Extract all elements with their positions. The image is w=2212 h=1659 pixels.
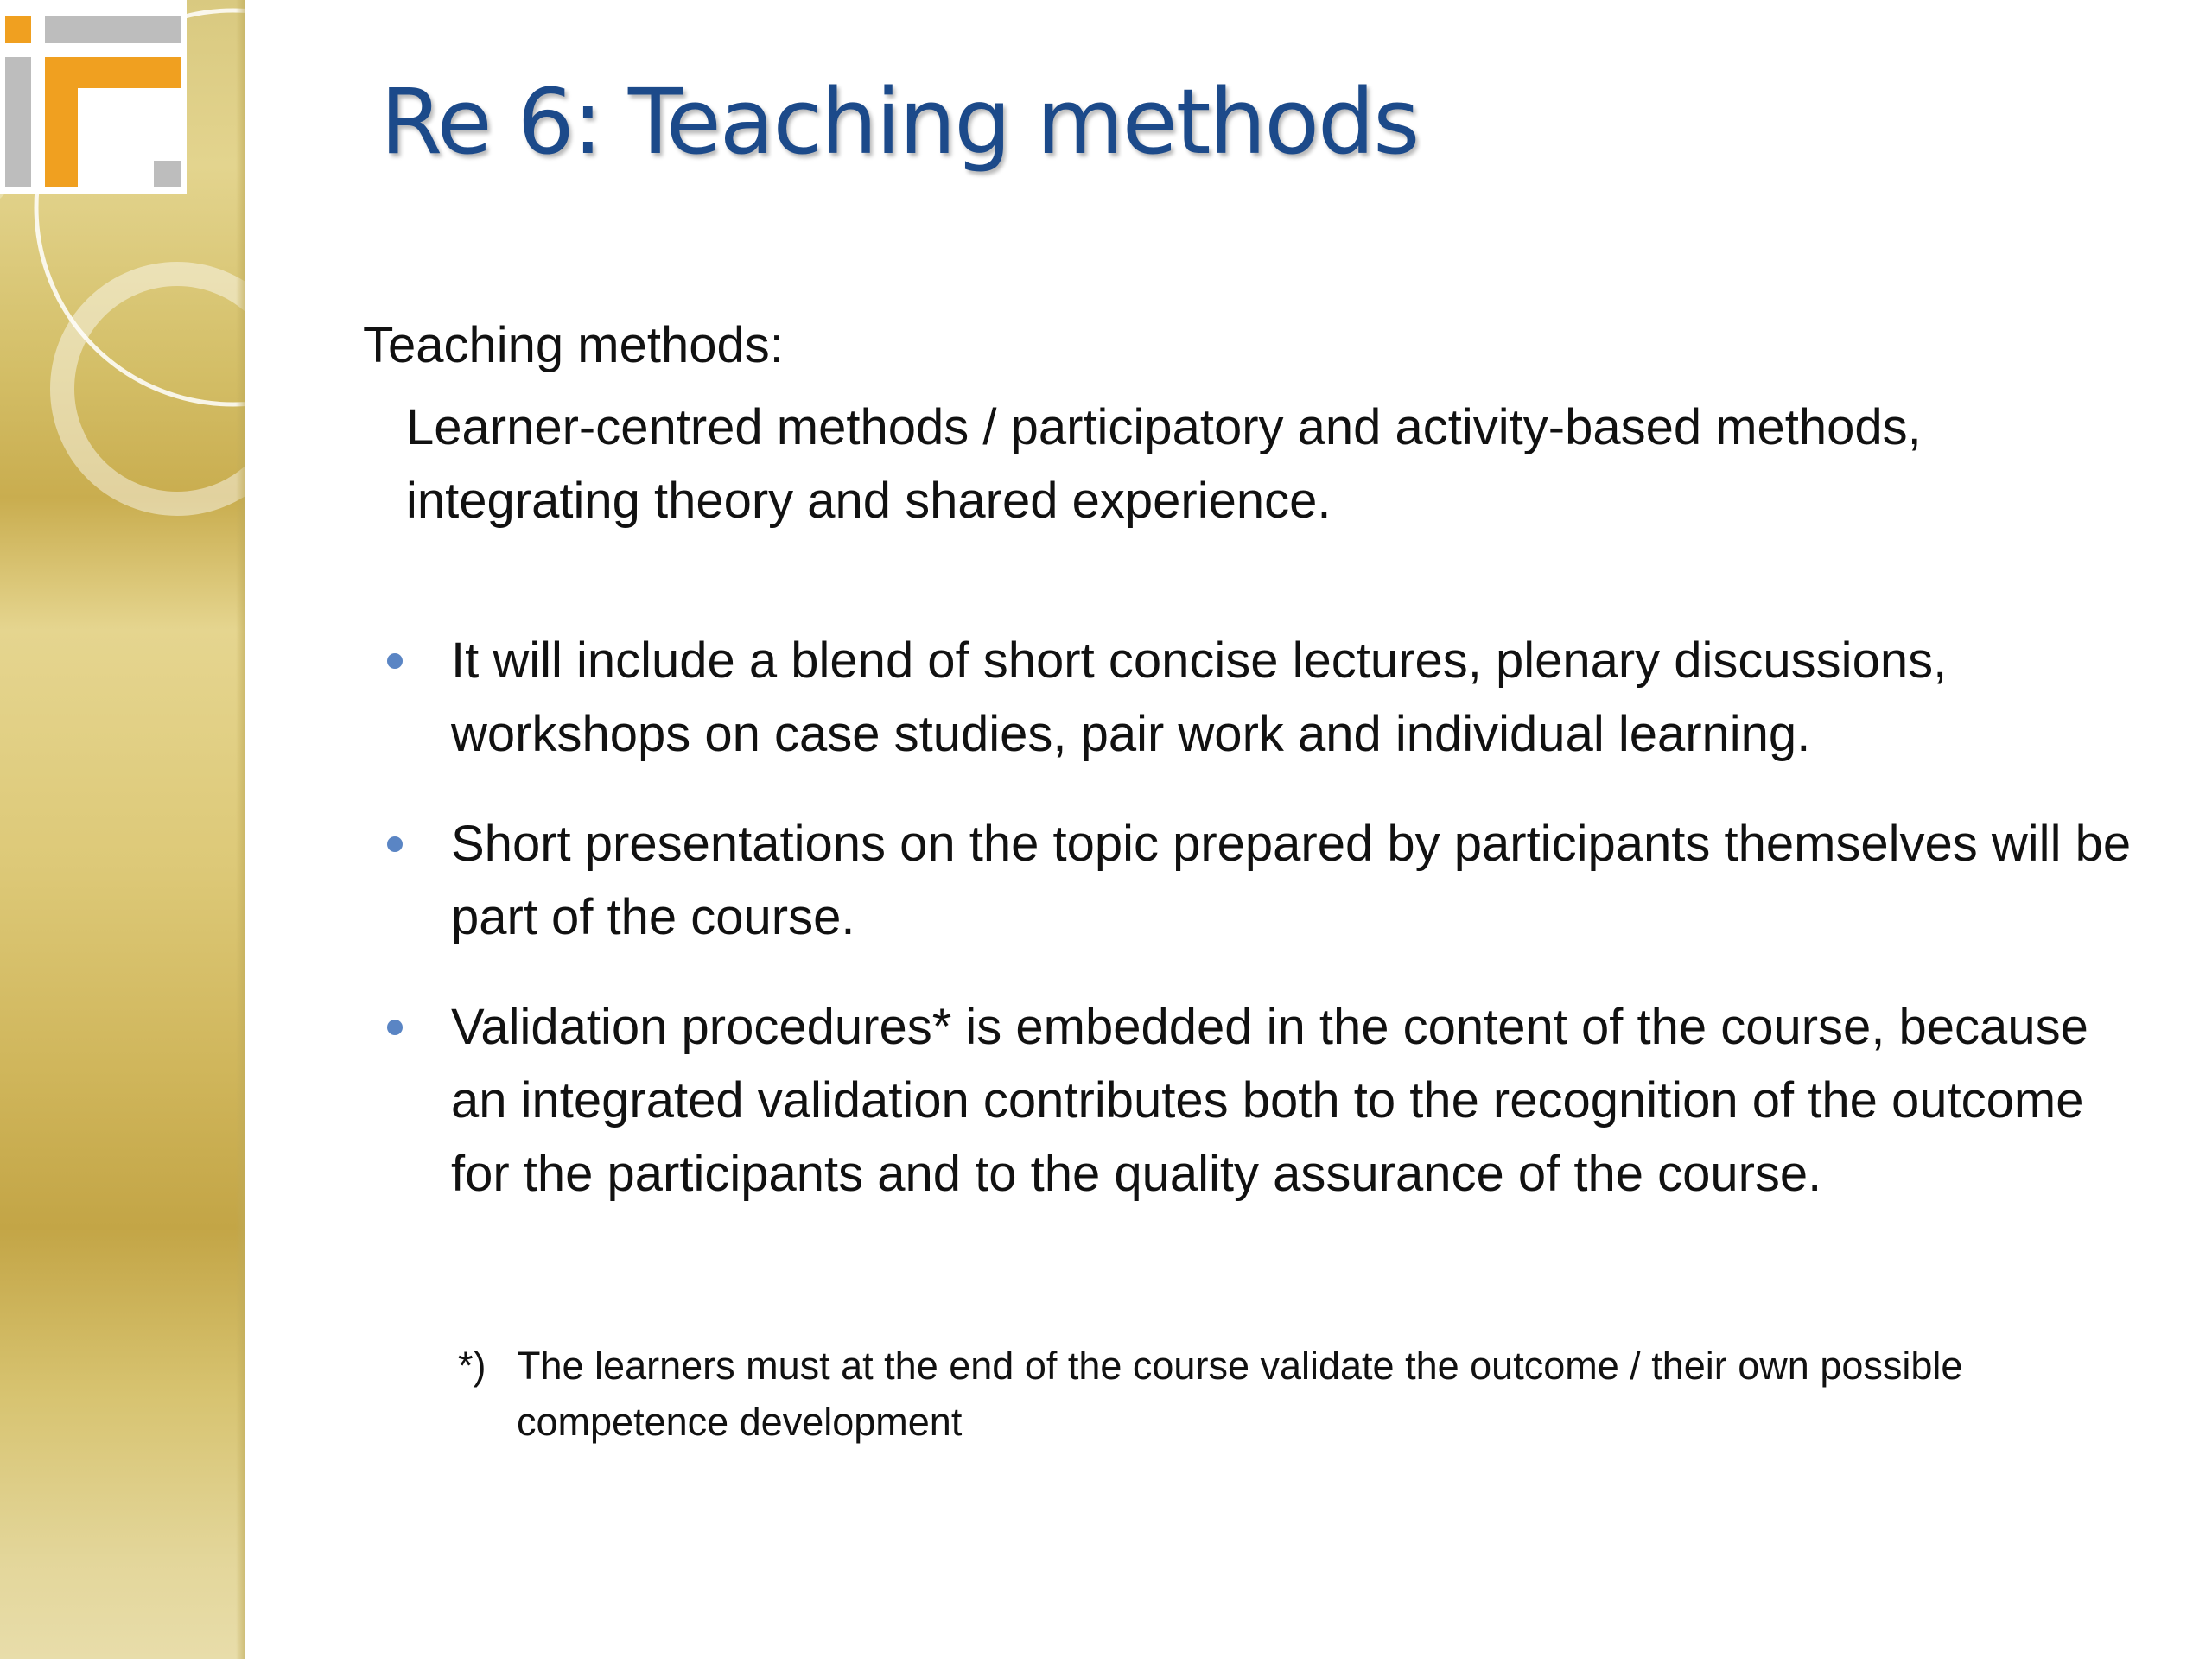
intro-label: Teaching methods: xyxy=(363,317,784,373)
bullet-item xyxy=(380,624,2134,771)
bullet-item xyxy=(380,807,2134,954)
footnote-mark: *) xyxy=(458,1344,486,1388)
bullet-text: Validation procedures* is embedded in the content of the course, because an integrated validation contributes both to the recognition of the outcome for the participants and to the quality assurance of the course. xyxy=(451,999,2088,1202)
footnote-text: The learners must at the end of the course validate the outcome / their own possible competence development xyxy=(517,1344,1963,1444)
bullet-item xyxy=(380,990,2134,1211)
bullet-text: Short presentations on the topic prepared by participants themselves will be part of the course. xyxy=(451,816,2132,945)
bullet-list xyxy=(380,624,2134,1247)
organization-logo xyxy=(0,0,187,194)
bullet-text: It will include a blend of short concise lectures, plenary discussions, workshops on case studies, pair work and individual learning. xyxy=(451,632,1948,762)
bullet-icon xyxy=(387,653,403,669)
footnote xyxy=(458,1338,2177,1450)
slide-title: Re 6: Teaching methods xyxy=(380,69,1419,175)
intro-body: Learner-centred methods / participatory and activity-based methods, integrating theory and shared experience. xyxy=(406,399,1922,529)
bullet-icon xyxy=(387,1020,403,1035)
decorative-side-band xyxy=(0,0,245,1659)
decorative-circles xyxy=(0,0,245,1659)
bullet-icon xyxy=(387,836,403,852)
